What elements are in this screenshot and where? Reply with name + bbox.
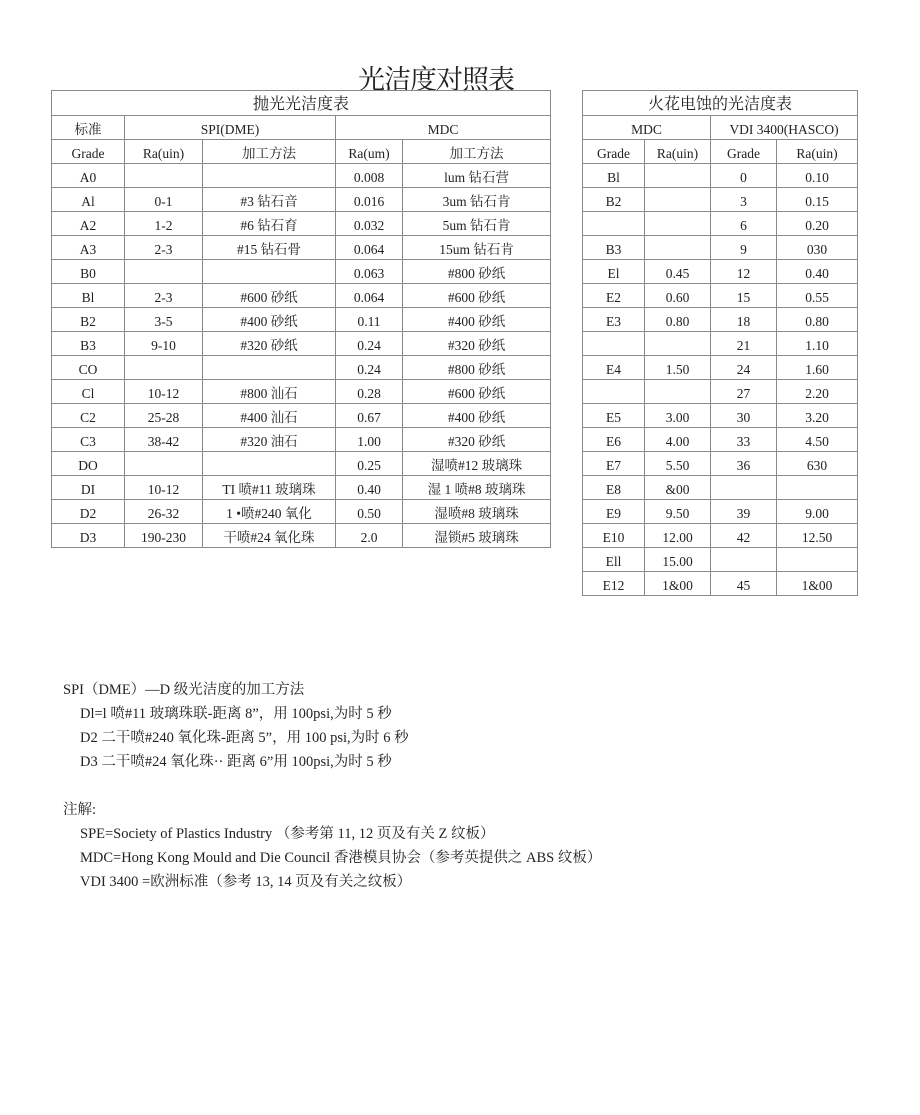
table-cell: [645, 380, 711, 404]
table-cell: 3.00: [645, 404, 711, 428]
table-cell: [125, 356, 203, 380]
table-row: [52, 188, 551, 212]
remark-line: VDI 3400 =欧洲标准（参考 13, 14 页及有关之纹板）: [80, 874, 412, 890]
table-cell: Bl: [583, 164, 645, 188]
table-cell: 12.50: [777, 524, 858, 548]
col-header: Ra(uin): [125, 140, 203, 164]
table-cell: 干喷#24 氧化珠: [203, 524, 336, 548]
table-cell: 21: [711, 332, 777, 356]
table-cell: A2: [52, 212, 125, 236]
mdc-header: MDC: [583, 116, 711, 140]
table-cell: B2: [52, 308, 125, 332]
table-cell: [125, 260, 203, 284]
table-cell: #320 砂纸: [203, 332, 336, 356]
table-cell: A3: [52, 236, 125, 260]
table-row: [583, 500, 858, 524]
table-cell: #400 汕石: [203, 404, 336, 428]
col-header: 加工方法: [403, 140, 551, 164]
table-row: [52, 500, 551, 524]
table-row: [583, 284, 858, 308]
table-row: [583, 524, 858, 548]
notes-section: [63, 678, 601, 894]
table-cell: 42: [711, 524, 777, 548]
table-cell: 9: [711, 236, 777, 260]
table-cell: [777, 548, 858, 572]
table-cell: #15 钻石骨: [203, 236, 336, 260]
table-cell: 0.008: [336, 164, 403, 188]
table-cell: [125, 164, 203, 188]
table-cell: 0.50: [336, 500, 403, 524]
table-cell: E12: [583, 572, 645, 596]
table-cell: 0-1: [125, 188, 203, 212]
table-row: [52, 404, 551, 428]
table-row: [583, 380, 858, 404]
table-cell: 1&00: [777, 572, 858, 596]
table-cell: E2: [583, 284, 645, 308]
col-header: Ra(um): [336, 140, 403, 164]
table-cell: 0.45: [645, 260, 711, 284]
table-cell: 0.032: [336, 212, 403, 236]
table-cell: 1-2: [125, 212, 203, 236]
table-cell: 1.00: [336, 428, 403, 452]
table-cell: 0.40: [777, 260, 858, 284]
table-cell: A0: [52, 164, 125, 188]
table-cell: [711, 548, 777, 572]
col-header: Grade: [711, 140, 777, 164]
table-cell: 0.55: [777, 284, 858, 308]
table-cell: B2: [583, 188, 645, 212]
table-cell: #320 油石: [203, 428, 336, 452]
table-row: [52, 284, 551, 308]
table-cell: 12: [711, 260, 777, 284]
table-row: [583, 548, 858, 572]
table-cell: 0.60: [645, 284, 711, 308]
table-row: [52, 380, 551, 404]
table-cell: DO: [52, 452, 125, 476]
table-row: [52, 212, 551, 236]
table-cell: 0.20: [777, 212, 858, 236]
vdi-header: VDI 3400(HASCO): [711, 116, 858, 140]
table-cell: 0.40: [336, 476, 403, 500]
table-cell: 0.80: [777, 308, 858, 332]
table-cell: #800 砂纸: [403, 260, 551, 284]
table-cell: Bl: [52, 284, 125, 308]
table-cell: 1.10: [777, 332, 858, 356]
polish-table-caption: 抛光光洁度表: [52, 91, 551, 116]
table-cell: 3.20: [777, 404, 858, 428]
table-cell: &00: [645, 476, 711, 500]
table-cell: 湿喷#12 玻璃珠: [403, 452, 551, 476]
table-cell: 0.24: [336, 332, 403, 356]
table-cell: B0: [52, 260, 125, 284]
table-row: [52, 476, 551, 500]
col-header: Ra(uin): [777, 140, 858, 164]
table-cell: 湿锁#5 玻璃珠: [403, 524, 551, 548]
table-cell: 0.28: [336, 380, 403, 404]
table-cell: 3um 钻石肯: [403, 188, 551, 212]
table-cell: 5um 钻石肯: [403, 212, 551, 236]
table-cell: 2-3: [125, 284, 203, 308]
remark-line: MDC=Hong Kong Mould and Die Council 香港模貝协会（参考英提供之 ABS 纹板）: [80, 850, 602, 866]
table-cell: Al: [52, 188, 125, 212]
spark-table-caption: 火花电蚀的光洁度表: [583, 91, 858, 116]
table-cell: 0.016: [336, 188, 403, 212]
table-cell: 0.25: [336, 452, 403, 476]
table-cell: 10-12: [125, 476, 203, 500]
table-cell: #320 砂纸: [403, 332, 551, 356]
table-cell: 1 •喷#240 氧化: [203, 500, 336, 524]
table-cell: 4.50: [777, 428, 858, 452]
table-cell: El: [583, 260, 645, 284]
table-row: [52, 428, 551, 452]
table-row: [52, 524, 551, 548]
table-cell: E3: [583, 308, 645, 332]
table-cell: E4: [583, 356, 645, 380]
table-cell: E9: [583, 500, 645, 524]
table-row: [583, 452, 858, 476]
table-row: [52, 356, 551, 380]
table-cell: [203, 356, 336, 380]
table-cell: E6: [583, 428, 645, 452]
standard-header: 标准: [52, 116, 125, 140]
table-cell: 3-5: [125, 308, 203, 332]
table-row: [52, 452, 551, 476]
table-cell: #600 砂纸: [403, 284, 551, 308]
table-cell: 0.15: [777, 188, 858, 212]
table-cell: 630: [777, 452, 858, 476]
page-title: 光洁度对照表: [358, 65, 514, 96]
table-cell: 15: [711, 284, 777, 308]
table-cell: [645, 164, 711, 188]
table-cell: C3: [52, 428, 125, 452]
table-cell: DI: [52, 476, 125, 500]
table-cell: 5.50: [645, 452, 711, 476]
table-row: [583, 476, 858, 500]
table-cell: lum 钻石营: [403, 164, 551, 188]
table-cell: D2: [52, 500, 125, 524]
table-cell: 15.00: [645, 548, 711, 572]
table-cell: [203, 164, 336, 188]
table-cell: 0.80: [645, 308, 711, 332]
table-cell: [203, 452, 336, 476]
table-cell: 1.50: [645, 356, 711, 380]
table-cell: [711, 476, 777, 500]
table-row: [583, 236, 858, 260]
table-cell: #400 砂纸: [203, 308, 336, 332]
table-row: [583, 404, 858, 428]
table-cell: 9.50: [645, 500, 711, 524]
table-cell: E5: [583, 404, 645, 428]
table-row: [52, 308, 551, 332]
table-cell: 0: [711, 164, 777, 188]
table-cell: D3: [52, 524, 125, 548]
table-cell: [583, 212, 645, 236]
table-cell: 030: [777, 236, 858, 260]
table-cell: 190-230: [125, 524, 203, 548]
table-cell: B3: [583, 236, 645, 260]
table-row: [52, 164, 551, 188]
table-cell: 3: [711, 188, 777, 212]
table-cell: [645, 332, 711, 356]
table-cell: #800 砂纸: [403, 356, 551, 380]
table-cell: B3: [52, 332, 125, 356]
table-cell: [645, 236, 711, 260]
table-cell: 18: [711, 308, 777, 332]
table-cell: [125, 452, 203, 476]
table-cell: 27: [711, 380, 777, 404]
table-cell: [583, 380, 645, 404]
table-cell: 0.10: [777, 164, 858, 188]
table-cell: #600 砂纸: [203, 284, 336, 308]
table-cell: 45: [711, 572, 777, 596]
table-cell: 0.064: [336, 236, 403, 260]
table-cell: 38-42: [125, 428, 203, 452]
col-header: Grade: [52, 140, 125, 164]
method-line: Dl=l 喷#11 玻璃珠联-距离 8”，用 100psi,为时 5 秒: [80, 706, 392, 722]
table-row: [583, 188, 858, 212]
table-cell: #320 砂纸: [403, 428, 551, 452]
spark-erosion-table: [582, 90, 858, 596]
table-cell: 12.00: [645, 524, 711, 548]
table-cell: #400 砂纸: [403, 308, 551, 332]
col-header: 加工方法: [203, 140, 336, 164]
table-cell: 1&00: [645, 572, 711, 596]
table-cell: 湿 1 喷#8 玻璃珠: [403, 476, 551, 500]
table-cell: 36: [711, 452, 777, 476]
table-cell: 10-12: [125, 380, 203, 404]
table-row: [52, 236, 551, 260]
table-cell: 6: [711, 212, 777, 236]
table-cell: 2-3: [125, 236, 203, 260]
table-cell: 15um 钻石肯: [403, 236, 551, 260]
table-cell: CO: [52, 356, 125, 380]
table-cell: 9.00: [777, 500, 858, 524]
mdc-header: MDC: [336, 116, 551, 140]
spi-header: SPI(DME): [125, 116, 336, 140]
table-cell: [645, 188, 711, 212]
table-row: [52, 260, 551, 284]
table-row: [583, 356, 858, 380]
table-row: [52, 332, 551, 356]
table-cell: 33: [711, 428, 777, 452]
table-cell: 0.67: [336, 404, 403, 428]
table-cell: #800 汕石: [203, 380, 336, 404]
table-row: [583, 212, 858, 236]
table-cell: TI 喷#11 玻璃珠: [203, 476, 336, 500]
table-cell: [203, 260, 336, 284]
table-cell: 9-10: [125, 332, 203, 356]
table-cell: 1.60: [777, 356, 858, 380]
table-row: [583, 164, 858, 188]
remarks-heading: 注解:: [63, 802, 97, 818]
table-cell: E7: [583, 452, 645, 476]
table-cell: 4.00: [645, 428, 711, 452]
table-row: [583, 428, 858, 452]
remark-line: SPE=Society of Plastics Industry （参考第 11, 12 页及有关 Z 纹板）: [80, 826, 495, 842]
table-cell: [645, 212, 711, 236]
col-header: Grade: [583, 140, 645, 164]
polish-table: [51, 90, 551, 548]
table-cell: 25-28: [125, 404, 203, 428]
table-cell: #3 钻石音: [203, 188, 336, 212]
table-cell: Cl: [52, 380, 125, 404]
table-cell: 0.24: [336, 356, 403, 380]
table-cell: Ell: [583, 548, 645, 572]
table-cell: 0.11: [336, 308, 403, 332]
table-cell: C2: [52, 404, 125, 428]
table-cell: E10: [583, 524, 645, 548]
table-cell: 2.20: [777, 380, 858, 404]
table-row: [583, 308, 858, 332]
table-cell: #600 砂纸: [403, 380, 551, 404]
table-row: [583, 260, 858, 284]
table-cell: [777, 476, 858, 500]
col-header: Ra(uin): [645, 140, 711, 164]
table-cell: E8: [583, 476, 645, 500]
table-cell: 湿喷#8 玻璃珠: [403, 500, 551, 524]
table-cell: 26-32: [125, 500, 203, 524]
table-cell: 0.063: [336, 260, 403, 284]
table-cell: 24: [711, 356, 777, 380]
method-line: D3 二干喷#24 氧化珠·· 距离 6”用 100psi,为时 5 秒: [80, 754, 392, 770]
table-row: [583, 572, 858, 596]
method-line: D2 二干喷#240 氧化珠-距离 5”，用 100 psi,为时 6 秒: [80, 730, 409, 746]
table-cell: 30: [711, 404, 777, 428]
table-cell: #400 砂纸: [403, 404, 551, 428]
table-cell: #6 钻石育: [203, 212, 336, 236]
table-cell: 0.064: [336, 284, 403, 308]
table-row: [583, 332, 858, 356]
table-cell: 39: [711, 500, 777, 524]
table-cell: [583, 332, 645, 356]
table-cell: 2.0: [336, 524, 403, 548]
method-heading: SPI（DME）—D 级光洁度的加工方法: [63, 682, 305, 698]
